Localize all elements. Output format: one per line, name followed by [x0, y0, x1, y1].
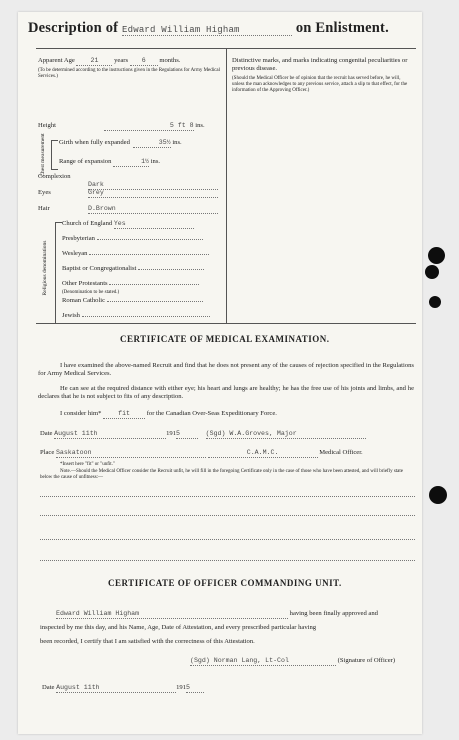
eyes-value: Grey [88, 189, 218, 198]
consider-prefix: I consider him* [60, 410, 102, 417]
marks-note: (Should the Medical Officer be of opinion that the recruit has served before, he will, unless the man acknowledges to any previous service, attach a slip to that effect, for the information of the Approving Officer.) [232, 76, 408, 93]
medical-year-digit: 5 [176, 430, 198, 439]
protestant-note: (Denomination to be stated.) [62, 290, 120, 295]
complexion-row [38, 173, 224, 190]
eyes-row [38, 189, 224, 198]
height-row [38, 122, 224, 131]
religious-group-label: Religious denominations [42, 240, 48, 296]
medical-officer-label: Medical Officer. [319, 449, 363, 456]
range-ins-label: ins. [150, 158, 161, 165]
punch-hole [425, 265, 439, 279]
apparent-age-row [38, 57, 224, 66]
marks-heading: Distinctive marks, and marks indicating congenital peculiarities or previous disease. [232, 57, 408, 72]
unfit-line [40, 539, 415, 540]
unfit-line [40, 496, 415, 497]
religion-row: Presbyterian [62, 235, 222, 250]
commanding-text1: having been finally approved and [289, 610, 378, 617]
commanding-year-digit: 5 [186, 684, 204, 693]
medical-date-label: Date [40, 430, 53, 437]
medical-place-label: Place [40, 449, 55, 456]
unfit-line [40, 560, 415, 561]
months-label: months. [159, 57, 181, 64]
medical-date-value: August 11th [54, 430, 166, 439]
range-row [59, 158, 224, 167]
years-label: years [114, 57, 129, 64]
commanding-heading: CERTIFICATE OF OFFICER COMMANDING UNIT. [108, 578, 342, 588]
age-label: Apparent Age [38, 57, 75, 64]
medical-place-row [40, 449, 416, 458]
title-prefix: Description of [28, 20, 119, 36]
age-note: (To be determined according to the instructions given in the Regulations for Army Medical Services.) [38, 68, 220, 79]
girth-label: Girth when fully expanded [59, 139, 130, 146]
medical-para1: I have examined the above-named Recruit and find that he does not present any of the causes of rejection specified in the Regulations for Army Medical Services. [38, 362, 414, 377]
height-ins-label: ins. [195, 122, 205, 129]
insert-note: *Insert here "fit" or "unfit." [60, 462, 115, 467]
commanding-year-prefix: 191 [176, 684, 186, 691]
hair-row [38, 205, 224, 214]
range-label: Range of expansion [59, 158, 112, 165]
consider-suffix: for the Canadian Over-Seas Expeditionary Force. [146, 410, 277, 417]
commanding-date-label: Date [42, 684, 55, 691]
age-months: 6 [130, 57, 158, 66]
commanding-recruit-name: Edward William Higham [56, 610, 288, 619]
commanding-signature: (Sgd) Norman Lang, Lt-Col [190, 657, 336, 666]
medical-heading: CERTIFICATE OF MEDICAL EXAMINATION. [120, 334, 330, 344]
fit-value: fit [103, 410, 145, 419]
medical-corps: C.A.M.C. [208, 449, 318, 458]
commanding-signature-row [190, 657, 418, 666]
nota-note: Note.—Should the Medical Officer consider the Recruit unfit, he will fill in the foregoing Certificate only in the case of those who have been attested, and will briefly state below the cause of unfitness:— [40, 469, 404, 480]
commanding-line1 [56, 610, 416, 619]
age-years: 21 [76, 57, 112, 66]
range-value: 1½ [113, 158, 149, 167]
religion-row: Church of England Yes [62, 220, 222, 235]
commanding-date-value: August 11th [56, 684, 176, 693]
religion-row: Baptist or Congregationalist [62, 265, 222, 280]
girth-ins-label: ins. [172, 139, 182, 146]
height-value: 5 ft 8 [104, 122, 194, 131]
consider-row [60, 410, 414, 419]
height-label: Height [38, 122, 56, 129]
title-suffix: on Enlistment. [295, 20, 389, 36]
religion-row: Other Protestants [62, 280, 222, 289]
medical-signature: (Sgd) W.A.Groves, Major [206, 430, 366, 439]
religion-row: Roman Catholic [62, 297, 222, 312]
medical-para2: He can see at the required distance with either eye; his heart and lungs are healthy; he has the free use of his joints and limbs, and he declares that he is not subject to fits of any description. [38, 385, 414, 400]
complexion-label: Complexion [38, 173, 71, 180]
medical-place-value: Saskatoon [56, 449, 206, 458]
hair-value: D.Brown [88, 205, 218, 214]
girth-row [59, 139, 224, 148]
recruit-name: Edward William Higham [122, 25, 240, 35]
religion-row: Jewish [62, 312, 222, 324]
complexion-value: Dark [88, 181, 218, 190]
religion-row: Wesleyan [62, 250, 222, 265]
punch-hole [428, 247, 445, 264]
chest-brace [51, 140, 58, 170]
punch-hole [429, 296, 441, 308]
commanding-text3: been recorded, I certify that I am satisfied with the correctness of this Attestation. [40, 638, 255, 645]
medical-date-row [40, 430, 416, 439]
punch-hole [429, 486, 447, 504]
eyes-label: Eyes [38, 189, 51, 196]
girth-value: 35½ [133, 139, 171, 148]
commanding-text2: inspected by me this day, and his Name, Age, Date of Attestation, and every prescribed particular having [40, 624, 317, 631]
religion-brace [55, 222, 62, 324]
unfit-line [40, 515, 415, 516]
commanding-date-row [42, 684, 242, 693]
medical-year-prefix: 191 [166, 430, 176, 437]
form-title [28, 20, 389, 37]
signature-label: (Signature of Officer) [337, 657, 396, 664]
religion-list [62, 220, 222, 324]
chest-group-label: Chest measurement [40, 133, 46, 177]
hair-label: Hair [38, 205, 50, 212]
